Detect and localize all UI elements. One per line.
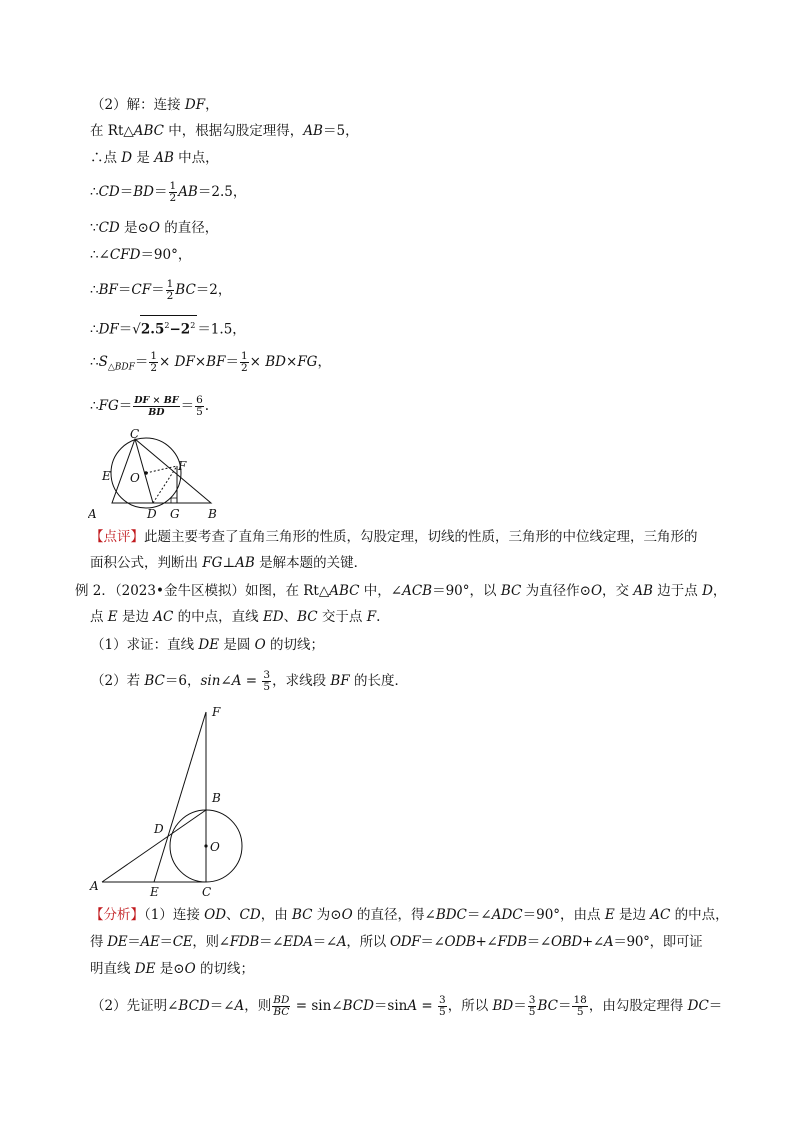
text: 是⊙ [119,220,149,236]
text: AC [650,907,671,923]
text: O [148,220,160,236]
text: BC [175,282,196,298]
solution-line-1 [91,95,219,115]
text: ＝ [117,282,132,298]
text: . [204,398,210,414]
text: BC [144,673,165,689]
label-c: C [202,885,212,898]
text: F [366,609,377,625]
fraction [438,995,447,1018]
text: = [241,673,262,689]
solution-line-10 [90,395,209,418]
text: ＝90°，以 [432,583,501,599]
text: 的直径，得∠ [352,907,436,923]
text: 得 [90,934,108,950]
triangle-abc [112,439,211,503]
text: 是边 [614,907,651,923]
segment-of [146,466,177,473]
text: 中，∠ [359,583,403,599]
text: 为直径作⊙ [521,583,591,599]
text: ＝ [154,184,168,200]
label-b: B [208,507,217,521]
text: 明直线 [90,961,135,977]
text: BC [500,583,522,599]
solution-line-8 [90,315,246,340]
text: = sin∠ [291,998,343,1014]
text: ＝∠ [526,934,551,950]
numerator: 1 [150,350,158,362]
text: ∴∠ [90,247,110,263]
text: ＝90°， [140,247,192,263]
numerator: DF × BF [134,395,179,406]
text: D [702,583,713,599]
text: BD [133,184,154,200]
text: AB [154,150,174,166]
numerator: 3 [528,994,536,1006]
example2-question-2 [91,670,408,693]
text: ＝ [127,934,141,950]
text: DF [98,321,119,338]
text: 中，根据勾股定理得， [164,123,304,139]
text: DE [134,961,156,977]
fraction [572,995,587,1018]
comment-tag: 【点评】 [90,529,144,545]
denominator: 5 [196,406,203,418]
text: ＝ [151,282,165,298]
text: ＝∠ [312,934,337,950]
text: （1）连接 [144,907,205,923]
text: × [194,354,207,370]
text: A [603,934,614,950]
fraction [133,395,179,418]
center-dot [144,471,148,475]
text: DF [174,354,195,370]
text: 点 [90,609,108,625]
fraction [262,670,271,693]
center-dot [204,844,207,847]
denominator: 5 [439,1006,446,1018]
solution-line-4 [90,181,246,204]
text: = [417,998,438,1014]
segment-df [153,466,177,503]
text: FG [202,555,223,571]
text: CD [239,907,261,923]
text: ， [712,583,727,599]
text: ＝sin [373,998,408,1014]
text: ∴ [90,321,99,338]
label-a: A [88,507,97,521]
text: × [286,354,298,370]
text: ，交 [602,583,634,599]
text: ＝ [118,398,133,414]
solution-line-5 [90,218,218,238]
text: ＝1.5， [197,321,246,338]
text: 是边 [117,609,154,625]
text: CD [98,184,120,200]
denominator: 2 [150,362,158,374]
text: ＝ [118,321,133,338]
text: 的切线； [265,637,325,653]
text: ＝∠ [209,998,235,1014]
text: DE [198,637,220,653]
text: ED [262,609,284,625]
text: BCD [342,998,374,1014]
segment-ab [102,810,206,882]
numerator: 18 [573,994,587,1006]
fraction [195,395,204,418]
text: ODF [389,934,421,950]
geometry-figure-1 [88,428,238,524]
text: D [121,150,133,166]
text: BF [98,282,118,298]
text: O [184,961,196,977]
text: E [107,609,118,625]
text: CF [131,282,152,298]
text: 在 Rt△ [90,123,134,139]
numerator: 3 [439,994,446,1006]
text: 是 [132,150,155,166]
text: FG [98,398,119,414]
text: （1）求证：直线 [91,637,199,653]
text: 中点， [173,150,219,166]
text: BD [492,998,514,1014]
numerator: 6 [196,394,203,406]
denominator: 2 [240,362,248,374]
denominator: 2 [169,192,177,204]
text: OD [204,907,227,923]
text: ＝∠ [258,934,284,950]
text: 面积公式，判断出 [90,555,203,571]
text: 此题主要考查了直角三角形的性质，勾股定理，切线的性质，三角形的中位线定理，三角形的 [144,529,698,545]
text: ODB [444,934,476,950]
text: ，由勾股定理得 [588,998,688,1014]
text: 是解本题的关键． [254,555,368,571]
text: ＝∠ [466,907,492,923]
text: 的切线； [195,961,254,977]
label-a: A [90,879,99,893]
denominator: 5 [576,1006,584,1018]
text: ＝ [180,398,195,414]
text: S [98,354,108,370]
text: AB [633,583,653,599]
label-o: O [210,840,220,854]
text: ＝5， [322,123,359,139]
text: DE [107,934,128,950]
text: ∴ [90,398,99,414]
text: ABC [133,123,165,139]
solution-line-3 [90,148,219,168]
text: +∠ [581,934,604,950]
text: ∴ [90,282,99,298]
analysis-line-2 [90,932,702,952]
text: BC [537,998,558,1014]
label-c: C [130,428,140,441]
text: ＝ [557,998,572,1014]
text: ＝ [119,184,134,200]
text: ∴ [90,354,99,370]
text: BF [206,354,226,370]
text: ＝ [225,354,239,370]
analysis-line-4 [91,995,722,1018]
text: BC [292,907,313,923]
text: AB [303,123,323,139]
exponent: 2 [164,321,170,330]
text: 的中点，直线 [173,609,263,625]
text: × [249,354,266,370]
analysis-tag: 【分析】 [90,907,144,923]
denominator: 5 [263,681,271,693]
text: ＝ [708,998,723,1014]
text: 的直径， [159,220,219,236]
text: 、 [283,609,298,625]
fraction [528,995,537,1018]
numerator: 1 [166,278,174,290]
geometry-figure-2 [88,700,258,898]
solution-line-2 [90,121,359,141]
line-ef [154,712,206,882]
subscript: △BDF [107,362,135,373]
text: ∴点 [90,150,122,166]
label-e: E [102,469,111,483]
text: ＝ [134,354,149,370]
text: AB [178,184,198,200]
label-f: F [212,705,221,719]
text: ∵ [90,220,99,236]
exponent: 2 [190,321,196,330]
example2-line-2 [90,607,380,627]
text: A [407,998,418,1014]
text: . [376,609,381,625]
numerator: 1 [169,180,177,192]
comment-line-1 [90,527,698,547]
text: DC [687,998,709,1014]
text: −2 [169,321,191,338]
text: ，所以 [447,998,493,1014]
text: DF [184,97,206,113]
numerator: 1 [240,350,248,362]
text: ＝2.5， [197,184,247,200]
comment-line-2 [90,553,367,573]
text: ADC [491,907,523,923]
text: 的中点， [670,907,729,923]
text: （2）先证明∠ [91,998,179,1014]
denominator: BD [148,407,165,418]
text: ，所以 [346,934,390,950]
example2-question-1 [91,635,324,655]
solution-line-6 [90,245,191,265]
text: FG [297,354,318,370]
text: ＝ [159,934,173,950]
text: ＝90°，即可证 [613,934,703,950]
analysis-line-3 [90,959,254,979]
text: ∴ [90,184,99,200]
text: ＝2， [195,282,232,298]
numerator: BD [273,994,290,1006]
label-d: D [154,822,164,836]
text: ，则 [244,998,272,1014]
example2-line-1 [75,581,726,601]
label-b: B [212,791,221,805]
text: 为⊙ [312,907,342,923]
text: BDC [435,907,467,923]
text: 例 2．（2023•金牛区模拟）如图，在 Rt△ [75,583,330,599]
denominator: 5 [528,1006,536,1018]
text: × [159,354,175,370]
text: ＝6， [164,673,201,689]
text: BD [265,354,286,370]
text: BCD [178,998,210,1014]
text: 交于点 [317,609,367,625]
text: EDA [283,934,313,950]
fraction [169,181,178,204]
text: （2）解：连接 [91,97,185,113]
text: E [604,907,615,923]
fraction [166,279,175,302]
sqrt-symbol: √ [132,321,141,338]
solution-line-9 [90,351,331,378]
text: 是圆 [219,637,255,653]
text: O [590,583,603,599]
right-angle-mark [171,498,177,503]
text: O [341,907,353,923]
fraction [272,995,290,1018]
analysis-line-1 [90,905,729,925]
numerator: 3 [263,669,271,681]
text: ＝ [513,998,527,1014]
text: O [254,637,266,653]
denominator: BC [273,1006,290,1018]
text: 、 [226,907,240,923]
text: ，由 [260,907,292,923]
text: ， [205,97,219,113]
text: A [234,998,245,1014]
text: AB [235,555,255,571]
text: sin∠A [200,673,242,689]
text: A [336,934,347,950]
text: 2.5 [140,321,165,338]
text: CD [98,220,120,236]
text: AC [153,609,174,625]
label-g: G [170,507,180,521]
text: CFD [109,247,141,263]
text: ，求线段 [272,673,331,689]
text: BF [330,673,350,689]
solution-line-7 [90,279,231,302]
text: ⊥ [222,555,236,571]
text: BC [297,609,318,625]
denominator: 2 [166,290,174,302]
text: CE [172,934,193,950]
fraction [240,351,249,374]
label-d: D [147,507,157,521]
text: ＝∠ [420,934,445,950]
text: AE [140,934,160,950]
text: ，则∠ [192,934,230,950]
label-e: E [150,885,159,898]
text: 是⊙ [155,961,185,977]
label-f: F [178,459,187,473]
text: ， [317,354,331,370]
text: （2）若 [91,673,145,689]
label-o: O [130,471,140,485]
text: ＝90°，由点 [522,907,605,923]
text: +∠ [475,934,498,950]
text: 边于点 [652,583,703,599]
text: 的长度． [349,673,408,689]
text: OBD [550,934,582,950]
text: FDB [229,934,259,950]
sqrt-content [140,315,197,340]
fraction [149,351,158,374]
text: ACB [402,583,433,599]
text: FDB [497,934,527,950]
text: ABC [329,583,360,599]
